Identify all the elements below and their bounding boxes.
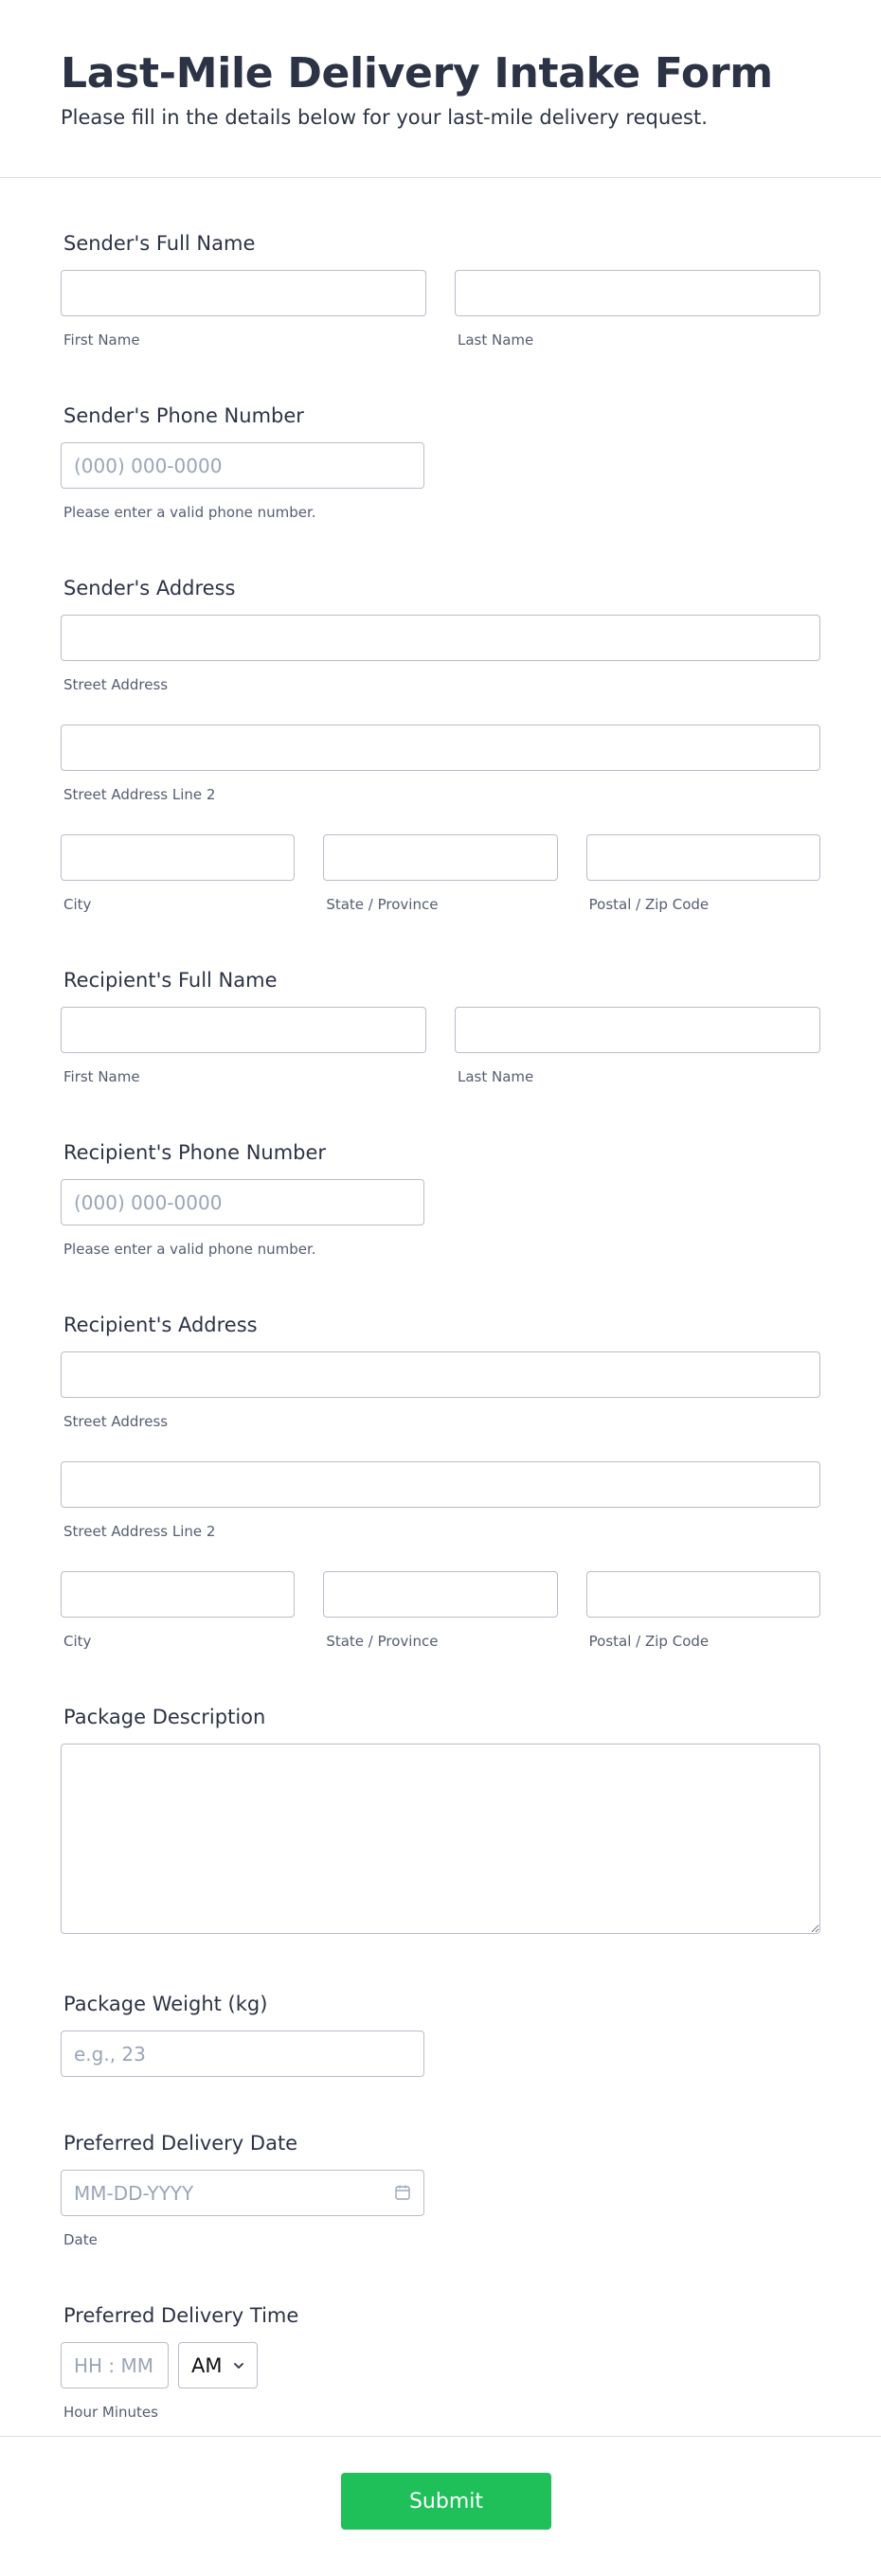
recipient-phone-field xyxy=(61,1139,820,1259)
delivery-date-label: Preferred Delivery Date xyxy=(63,2132,298,2155)
sender-street-input[interactable] xyxy=(61,615,820,661)
recipient-state-input[interactable] xyxy=(323,1571,557,1618)
recipient-name-field xyxy=(61,967,820,1086)
ampm-selected-value: AM xyxy=(191,2353,223,2377)
recipient-phone-hint: Please enter a valid phone number. xyxy=(63,1241,316,1258)
package-weight-field xyxy=(61,1991,820,2077)
sender-city-sublabel: City xyxy=(63,896,92,913)
recipient-first-name-input[interactable] xyxy=(61,1007,426,1053)
sender-zip-input[interactable] xyxy=(586,834,820,881)
sender-last-name-input[interactable] xyxy=(455,270,820,316)
sender-address-field xyxy=(61,575,820,914)
sender-state-input[interactable] xyxy=(323,834,557,881)
submit-button[interactable]: Submit xyxy=(341,2473,551,2530)
sender-phone-input[interactable] xyxy=(61,442,424,489)
recipient-street-input[interactable] xyxy=(61,1351,820,1398)
delivery-time-input[interactable] xyxy=(61,2342,169,2388)
delivery-time-sublabel: Hour Minutes xyxy=(63,2404,158,2421)
sender-first-name-sublabel: First Name xyxy=(63,331,140,349)
recipient-phone-input[interactable] xyxy=(61,1179,424,1225)
recipient-first-name-sublabel: First Name xyxy=(63,1068,140,1085)
recipient-name-label: Recipient's Full Name xyxy=(63,969,278,992)
package-description-field xyxy=(61,1704,820,1938)
recipient-street-sublabel: Street Address xyxy=(63,1413,169,1430)
sender-zip-sublabel: Postal / Zip Code xyxy=(588,896,710,913)
sender-first-name-input[interactable] xyxy=(61,270,426,316)
form-header xyxy=(0,0,881,178)
delivery-time-label: Preferred Delivery Time xyxy=(63,2304,299,2327)
recipient-city-input[interactable] xyxy=(61,1571,295,1618)
package-weight-input[interactable] xyxy=(61,2030,424,2077)
package-description-label: Package Description xyxy=(63,1706,266,1728)
delivery-date-sublabel: Date xyxy=(63,2231,98,2248)
package-description-textarea[interactable] xyxy=(61,1744,820,1934)
ampm-select[interactable] xyxy=(178,2342,258,2388)
recipient-street2-sublabel: Street Address Line 2 xyxy=(63,1523,216,1540)
recipient-zip-sublabel: Postal / Zip Code xyxy=(588,1633,710,1650)
sender-street-sublabel: Street Address xyxy=(63,676,169,693)
recipient-address-label: Recipient's Address xyxy=(63,1314,258,1336)
recipient-state-sublabel: State / Province xyxy=(326,1633,439,1650)
recipient-address-field xyxy=(61,1312,820,1651)
delivery-time-field xyxy=(61,2302,820,2422)
delivery-form xyxy=(0,178,881,2422)
sender-street2-sublabel: Street Address Line 2 xyxy=(63,786,216,803)
sender-city-input[interactable] xyxy=(61,834,295,881)
sender-street2-input[interactable] xyxy=(61,724,820,771)
recipient-last-name-sublabel: Last Name xyxy=(458,1068,534,1085)
recipient-zip-input[interactable] xyxy=(586,1571,820,1618)
sender-last-name-sublabel: Last Name xyxy=(458,331,534,349)
delivery-date-input[interactable] xyxy=(61,2170,424,2216)
sender-address-label: Sender's Address xyxy=(63,577,236,599)
recipient-last-name-input[interactable] xyxy=(455,1007,820,1053)
sender-phone-hint: Please enter a valid phone number. xyxy=(63,504,316,521)
recipient-street2-input[interactable] xyxy=(61,1461,820,1508)
page-title: Last-Mile Delivery Intake Form xyxy=(61,49,773,98)
recipient-phone-label: Recipient's Phone Number xyxy=(63,1141,327,1164)
form-footer xyxy=(0,2436,881,2576)
page-subtitle: Please fill in the details below for your last-mile delivery request. xyxy=(61,106,708,129)
delivery-date-field xyxy=(61,2130,820,2249)
sender-state-sublabel: State / Province xyxy=(326,896,439,913)
sender-phone-field xyxy=(61,402,820,522)
recipient-city-sublabel: City xyxy=(63,1633,92,1650)
sender-name-label: Sender's Full Name xyxy=(63,232,256,255)
sender-name-field xyxy=(61,230,820,349)
package-weight-label: Package Weight (kg) xyxy=(63,1993,268,2015)
calendar-icon[interactable] xyxy=(394,2184,411,2201)
sender-phone-label: Sender's Phone Number xyxy=(63,404,304,427)
chevron-down-icon xyxy=(232,2359,245,2372)
